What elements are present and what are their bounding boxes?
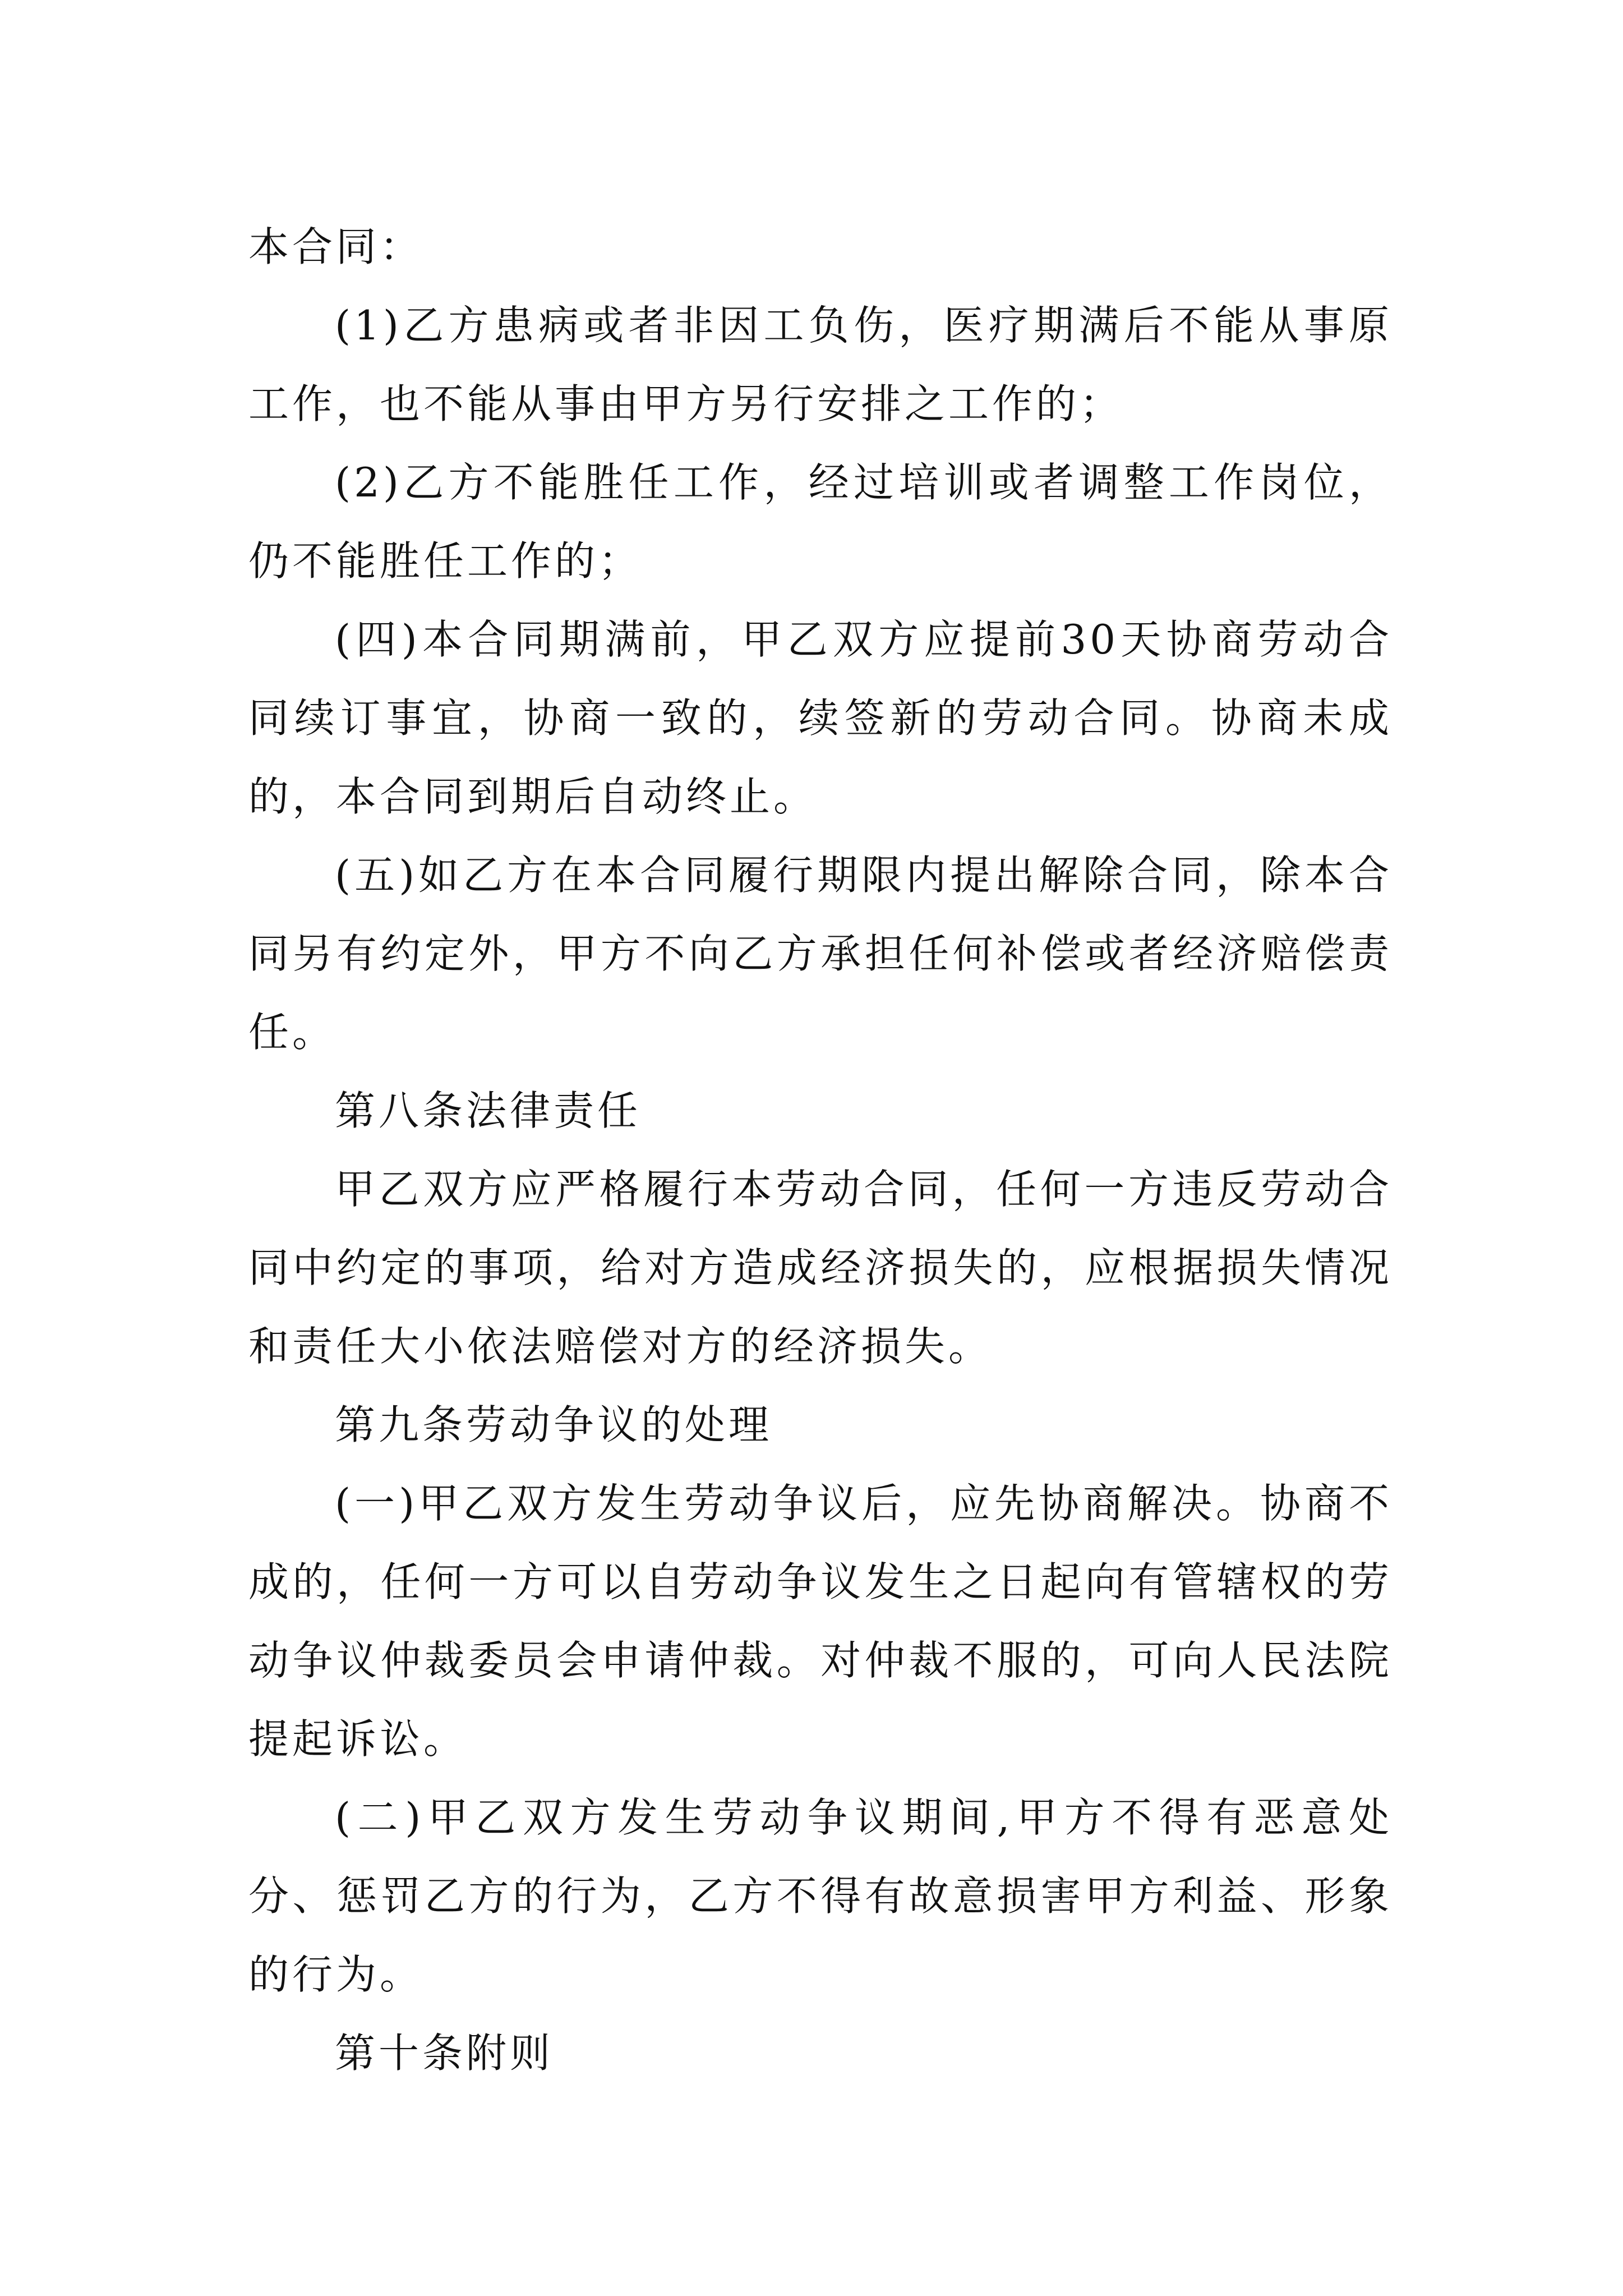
paragraph: (2)乙方不能胜任工作，经过培训或者调整工作岗位，仍不能胜任工作的； — [248, 459, 1393, 585]
paragraph: 本合同： — [248, 223, 424, 270]
section-heading: 第十条附则 — [335, 2030, 554, 2077]
paragraph: (1)乙方患病或者非因工负伤，医疗期满后不能从事原工作，也不能从事由甲方另行安排之工作的； — [248, 302, 1393, 427]
paragraph: 甲乙双方应严格履行本劳动合同，任何一方违反劳动合同中约定的事项，给对方造成经济损失的，应根据损失情况和责任大小依法赔偿对方的经济损失。 — [248, 1166, 1393, 1370]
paragraph: (四)本合同期满前，甲乙双方应提前30天协商劳动合同续订事宜，协商一致的，续签新的劳动合同。协商未成的，本合同到期后自动终止。 — [248, 616, 1393, 820]
paragraph: (一)甲乙双方发生劳动争议后，应先协商解决。协商不成的，任何一方可以自劳动争议发生之日起向有管辖权的劳动争议仲裁委员会申请仲裁。对仲裁不服的，可向人民法院提起诉讼。 — [248, 1480, 1393, 1763]
section-heading: 第八条法律责任 — [335, 1087, 642, 1134]
document-page — [248, 208, 1393, 2092]
section-heading: 第九条劳动争议的处理 — [335, 1401, 773, 1448]
paragraph: (五)如乙方在本合同履行期限内提出解除合同，除本合同另有约定外，甲方不向乙方承担任何补偿或者经济赔偿责任。 — [248, 852, 1393, 1056]
paragraph: (二)甲乙双方发生劳动争议期间,甲方不得有恶意处分、惩罚乙方的行为，乙方不得有故意损害甲方利益、形象的行为。 — [248, 1794, 1393, 1998]
